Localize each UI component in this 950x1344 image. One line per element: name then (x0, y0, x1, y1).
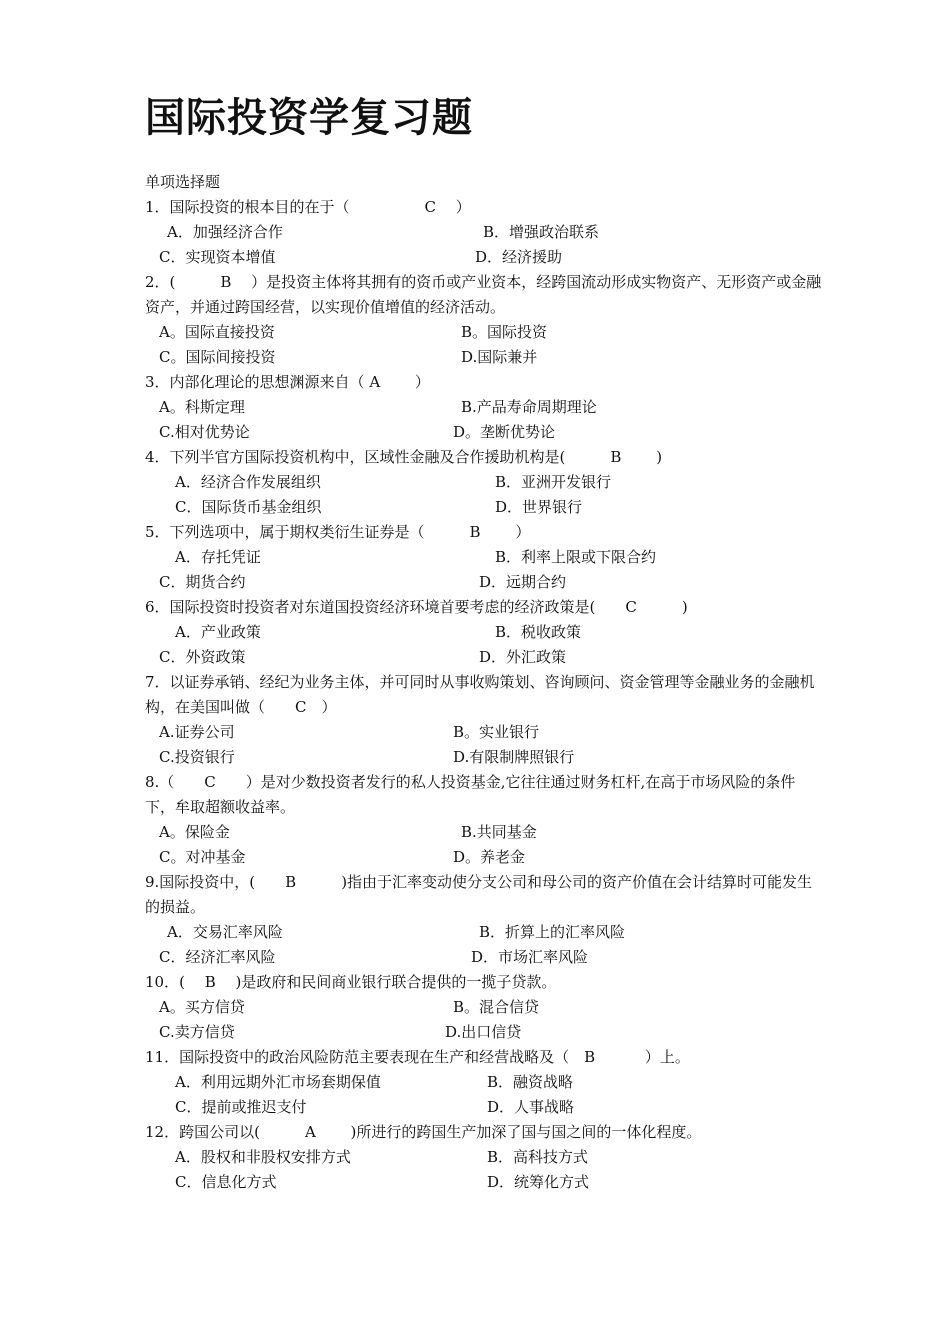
option: B.产品寿命周期理论 (461, 398, 597, 416)
option: A。国际直接投资 (159, 323, 275, 341)
option-row (145, 495, 825, 520)
option-row (145, 995, 825, 1020)
option-row (145, 320, 825, 345)
question-stem: 4．下列半官方国际投资机构中，区域性金融及合作援助机构是( B ) (145, 448, 663, 466)
option-row (145, 470, 825, 495)
question-stem: 6．国际投资时投资者对东道国投资经济环境首要考虑的经济政策是( C ) (145, 598, 688, 616)
option: C。对冲基金 (159, 848, 246, 866)
option: C．经济汇率风险 (159, 948, 276, 966)
option: D.有限制牌照银行 (453, 748, 575, 766)
option-row (145, 1070, 825, 1095)
option-row (145, 645, 825, 670)
option: C。国际间接投资 (159, 348, 276, 366)
option: D．世界银行 (495, 498, 583, 516)
option: A．产业政策 (175, 623, 261, 641)
option: D．统筹化方式 (487, 1173, 590, 1191)
option-row (145, 845, 825, 870)
option-row (145, 220, 825, 245)
question-stem: 11．国际投资中的政治风险防范主要表现在生产和经营战略及（ B ）上。 (145, 1048, 690, 1066)
option: B。国际投资 (461, 323, 548, 341)
option: B．高科技方式 (487, 1148, 589, 1166)
option: B．亚洲开发银行 (495, 473, 612, 491)
option: A．交易汇率风险 (167, 923, 283, 941)
option: D．市场汇率风险 (471, 948, 589, 966)
option-row (145, 420, 825, 445)
option-row (145, 620, 825, 645)
option: B．增强政治联系 (483, 223, 600, 241)
option: B。实业银行 (453, 723, 540, 741)
option-row (145, 1095, 825, 1120)
option: B.共同基金 (461, 823, 537, 841)
section-heading: 单项选择题 (145, 173, 221, 191)
option: A．经济合作发展组织 (175, 473, 321, 491)
option: A。保险金 (159, 823, 230, 841)
option: A。科斯定理 (159, 398, 245, 416)
option: D。养老金 (453, 848, 526, 866)
option: C．国际货币基金组织 (175, 498, 322, 516)
question-stem: 7．以证券承销、经纪为业务主体，并可同时从事收购策划、咨询顾问、资金管理等金融业务的金融机构，在美国叫做（ C ） (145, 673, 815, 716)
option: B．折算上的汇率风险 (479, 923, 626, 941)
question-stem: 8.（ C ）是对少数投资者发行的私人投资基金,它往往通过财务杠杆,在高于市场风险的条件下，牟取超额收益率。 (145, 773, 796, 816)
option: C.卖方信贷 (159, 1023, 235, 1041)
option-row (145, 1170, 825, 1195)
option: B．税收政策 (495, 623, 582, 641)
option: A．利用远期外汇市场套期保值 (175, 1073, 381, 1091)
question-stem: 3．内部化理论的思想渊源来自（ A ） (145, 373, 430, 391)
question-stem: 12．跨国公司以( A )所进行的跨国生产加深了国与国之间的一体化程度。 (145, 1123, 702, 1141)
option: D．外汇政策 (479, 648, 567, 666)
document-page (145, 92, 825, 1195)
option-row (145, 1145, 825, 1170)
question-stem: 2．( B ）是投资主体将其拥有的资币或产业资本，经跨国流动形成实物资产、无形资产或金融资产，并通过跨国经营，以实现价值增值的经济活动。 (145, 273, 822, 316)
option: D.国际兼并 (461, 348, 538, 366)
option-row (145, 720, 825, 745)
option-row (145, 920, 825, 945)
option: B．融资战略 (487, 1073, 574, 1091)
option-row (145, 545, 825, 570)
option: B。混合信贷 (453, 998, 540, 1016)
option: A．存托凭证 (175, 548, 261, 566)
option: C.相对优势论 (159, 423, 250, 441)
option: D．经济援助 (475, 248, 563, 266)
option: A。买方信贷 (159, 998, 245, 1016)
option: D。垄断优势论 (453, 423, 556, 441)
option: C．实现资本增值 (159, 248, 276, 266)
document-title: 国际投资学复习题 (145, 95, 473, 141)
question-stem: 1．国际投资的根本目的在于（ C ） (145, 198, 471, 216)
option-row (145, 245, 825, 270)
option: A．股权和非股权安排方式 (175, 1148, 351, 1166)
option-row (145, 570, 825, 595)
option: D.出口信贷 (445, 1023, 522, 1041)
option-row (145, 820, 825, 845)
option-row (145, 945, 825, 970)
option: C．提前或推迟支付 (175, 1098, 307, 1116)
option: A．加强经济合作 (167, 223, 283, 241)
option-row (145, 345, 825, 370)
option: D．远期合约 (479, 573, 567, 591)
option-row (145, 745, 825, 770)
option-row (145, 395, 825, 420)
option: C．信息化方式 (175, 1173, 277, 1191)
option: C.投资银行 (159, 748, 235, 766)
question-stem: 5．下列选项中，属于期权类衍生证券是（ B ） (145, 523, 531, 541)
question-stem: 10．( B )是政府和民间商业银行联合提供的一揽子贷款。 (145, 973, 557, 991)
option: B．利率上限或下限合约 (495, 548, 657, 566)
option-row (145, 1020, 825, 1045)
option: D．人事战略 (487, 1098, 575, 1116)
option: C．外资政策 (159, 648, 246, 666)
option: C．期货合约 (159, 573, 246, 591)
option: A.证券公司 (159, 723, 235, 741)
question-stem: 9.国际投资中，( B )指由于汇率变动使分支公司和母公司的资产价值在会计结算时可能发生的损益。 (145, 873, 813, 916)
